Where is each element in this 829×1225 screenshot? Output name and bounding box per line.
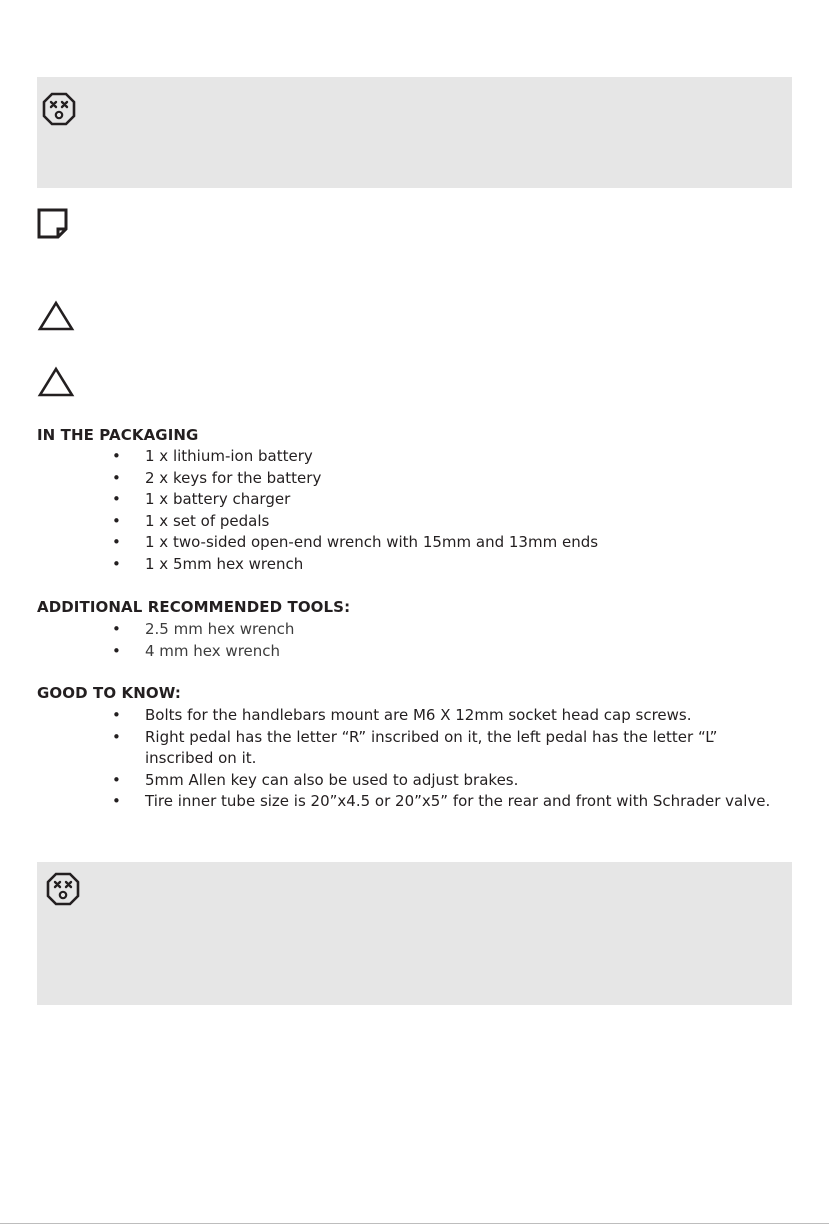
- bullet: •: [112, 727, 121, 746]
- list-item: • Bolts for the handlebars mount are M6 X 12mm socket head cap screws.: [0, 705, 785, 727]
- list-item: • 1 x set of pedals: [0, 511, 785, 533]
- bullet: •: [112, 511, 121, 530]
- list-item: • 1 x two-sided open-end wrench with 15mm and 13mm ends: [0, 532, 785, 554]
- list-item: • 4 mm hex wrench: [0, 641, 785, 663]
- bottom-notice-box: [37, 862, 792, 1005]
- list-item: • Right pedal has the letter “R” inscribed on it, the left pedal has the letter “L” inscribed on it.: [112, 727, 718, 768]
- list-item: • 1 x 5mm hex wrench: [0, 554, 785, 576]
- bullet: •: [112, 706, 121, 724]
- good-to-know-heading: GOOD TO KNOW:: [37, 684, 182, 702]
- bullet: •: [112, 554, 121, 573]
- bullet: •: [112, 770, 121, 789]
- page-edge-line: [0, 1223, 829, 1224]
- good-to-know-list: [0, 705, 785, 813]
- list-item: • 2.5 mm hex wrench: [0, 619, 785, 641]
- list-item: • 2 x keys for the battery: [0, 468, 785, 490]
- bullet: •: [112, 468, 121, 487]
- hazard-face-icon: [42, 92, 76, 126]
- bullet: •: [112, 641, 121, 660]
- bullet: •: [112, 447, 121, 465]
- list-item: • Tire inner tube size is 20”x4.5 or 20”x5” for the rear and front with Schrader valve.: [0, 791, 785, 813]
- bullet: •: [112, 533, 121, 552]
- bullet: •: [112, 792, 121, 811]
- bullet: •: [112, 620, 121, 638]
- warning-triangle-icon: [37, 366, 75, 398]
- bullet: •: [112, 490, 121, 509]
- packaging-list: [0, 446, 785, 576]
- note-icon: [37, 208, 69, 240]
- top-notice-box: [37, 77, 792, 188]
- warning-triangle-icon: [37, 300, 75, 332]
- packaging-heading: IN THE PACKAGING: [37, 426, 199, 444]
- hazard-face-icon: [46, 872, 80, 906]
- tools-heading: ADDITIONAL RECOMMENDED TOOLS:: [37, 598, 351, 616]
- list-item: • 1 x battery charger: [0, 489, 785, 511]
- list-item: • 1 x lithium-ion battery: [0, 446, 785, 468]
- tools-list: [0, 619, 785, 662]
- list-item: • 5mm Allen key can also be used to adjust brakes.: [0, 770, 785, 792]
